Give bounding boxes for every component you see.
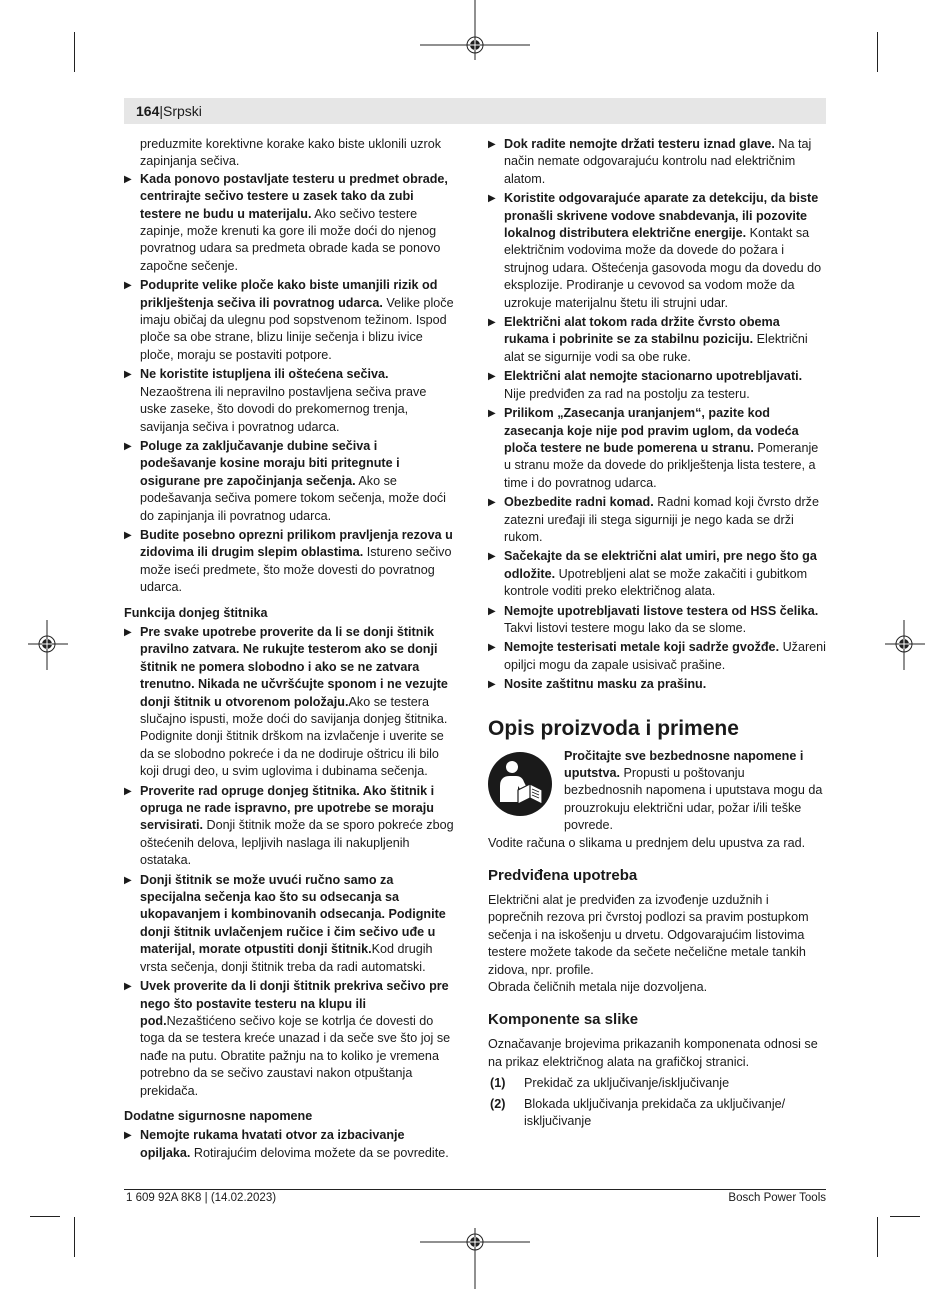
safety-item-text: Nije predviđen za rad na postolju za testeru. <box>504 386 750 401</box>
read-manual-block <box>488 748 826 835</box>
triangle-bullet-icon: ▶ <box>124 173 132 185</box>
safety-item <box>124 438 454 525</box>
guard-item-text: Donji štitnik može da se sporo pokreće zbog oštećenih delova, lepljivih naslaga ili nakupljenih ostataka. <box>140 818 454 868</box>
subheading-guard: Funkcija donjeg štitnika <box>124 605 268 620</box>
safety-item-bold: Električni alat tokom rada držite čvrsto obema rukama i pobrinite se za stabilnu poziciju. <box>504 315 780 347</box>
intended-use-heading: Predviđena upotreba <box>488 867 638 885</box>
triangle-bullet-icon: ▶ <box>124 785 132 797</box>
triangle-bullet-icon: ▶ <box>488 371 496 383</box>
footer-brand: Bosch Power Tools <box>728 1192 826 1204</box>
safety-item-bold: Koristite odgovarajuće aparate za detekciju, da biste pronašli skrivene vodove snabdevanja, ili pozovite lokalnog distributera električne energije. <box>504 191 819 241</box>
header-bar <box>124 98 826 124</box>
safety-item-text: Velike ploče imaju običaj da ulegnu pod sopstvenom težinom. Ispod ploče sa obe strane, blizu linije sečenja i blizu ivice ploče, moraju se postaviti potpore. <box>140 295 454 362</box>
safety-item-bold: Nemojte upotrebljavati listove testera od HSS čelika. <box>504 603 819 618</box>
safety-item <box>124 171 454 275</box>
guard-item-bold: Donji štitnik se može uvući ručno samo za specijalna sečenja kao što su odsecanja sa ukopavanjem i kombinovanih odsecanja. Podignite donji štitnik uvlačenjem ručice i čim sečivo uđe u materijal, morate otpustiti donji štitnik. <box>140 872 446 957</box>
safety-item <box>124 527 454 597</box>
registration-mark-icon <box>420 1228 530 1289</box>
safety-item <box>488 676 826 693</box>
components-heading: Komponente sa slike <box>488 1011 639 1029</box>
triangle-bullet-icon: ▶ <box>124 626 132 638</box>
components-list <box>488 1075 826 1130</box>
safety-item-text: Užareni opiljci mogu da zapale usisivač prašine. <box>504 640 826 672</box>
footer-doc-code: 1 609 92A 8K8 | (14.02.2023) <box>126 1192 277 1204</box>
guard-item-bold: Pre svake upotrebe proverite da li se donji štitnik pravilno zatvara. Ne rukujte testerom ako se donji štitnik ne pomera slobodno i ako se ne zatvara trenutno. Nikada ne učvršćujte sponom i ne vezujte donji štitnik u otvorenom položaju. <box>140 624 448 709</box>
guard-item <box>124 624 454 781</box>
component-label: Prekidač za uključivanje/isključivanje <box>524 1076 730 1091</box>
triangle-bullet-icon: ▶ <box>124 440 132 452</box>
crop-mark <box>74 32 75 72</box>
registration-mark-icon <box>420 0 530 60</box>
triangle-bullet-icon: ▶ <box>488 139 496 150</box>
triangle-bullet-icon: ▶ <box>488 497 496 509</box>
triangle-bullet-icon: ▶ <box>124 280 132 292</box>
safety-item-text: Ako sečivo testere zapinje, može krenuti ka gore ili može doći do njenog povratnog udara sa predmeta obrade kada se ponovo započne sečenje. <box>140 206 441 273</box>
safety-item <box>488 190 826 312</box>
triangle-bullet-icon: ▶ <box>488 679 496 691</box>
safety-item-text: Ako se podešavanja sečiva pomere tokom sečenja, može doći do zapinjanja ili povratnog udarca. <box>140 473 446 523</box>
safety-item <box>124 277 454 364</box>
safety-item-bold: Dok radite nemojte držati testeru iznad glave. <box>504 137 775 151</box>
page-number: 164 <box>136 103 160 119</box>
safety-item <box>488 368 826 403</box>
safety-item-bold: Ne koristite istupljena ili oštećena sečiva. <box>140 367 389 382</box>
safety-item <box>488 494 826 546</box>
safety-item-text: Električni alat se sigurnije vodi sa obe ruke. <box>504 332 808 364</box>
triangle-bullet-icon: ▶ <box>488 605 496 617</box>
safety-item-bold: Prilikom „Zasecanja uranjanjem“, pazite kod zasecanja koje nije pod pravim uglom, da vodeća ploča testere ne bude pomerena u stranu. <box>504 406 799 455</box>
component-number: (1) <box>490 1076 506 1091</box>
safety-item-text: Kontakt sa električnim vodovima može da dovede do požara i strujnog udara. Oštećenja gasovoda mogu da dovedu do eksplozije. Prodiranje u cevovod sa vodom može da uzrokuje materijalnu štetu ili strujni udar. <box>504 226 822 310</box>
guard-item-bold: Uvek proverite da li donji štitnik prekriva sečivo pre nego što postavite testeru na klupu ili pod. <box>140 979 449 1028</box>
crop-mark <box>30 1216 60 1217</box>
crop-mark <box>890 1216 920 1217</box>
guard-item-bold: Proverite rad opruge donjeg štitnika. Ako štitnik i opruga ne rade ispravno, pre upotrebe se moraju servisirati. <box>140 783 435 833</box>
safety-item-text: Radni komad koji čvrsto drže zatezni uređaji ili stega sigurniji je nego kada se drži rukom. <box>504 495 819 544</box>
additional-item-bold: Nemojte rukama hvatati otvor za izbacivanje opiljaka. <box>140 1128 405 1160</box>
safety-item-bold: Poluge za zaključavanje dubine sečiva i podešavanje kosine moraju biti pritegnute i osigurane pre započinjanja sečenja. <box>140 438 400 488</box>
guard-item-text: Nezaštićeno sečivo koje se kotrlja će dovesti do toga da se testera kreće unazad i da seče sve što joj se nađe na putu. Obratite pažnju na to koliko je vremena potrebno da se sečivo zaustavi nakon otpuštanja prekidača. <box>140 1013 451 1098</box>
subheading-additional: Dodatne sigurnosne napomene <box>124 1108 313 1123</box>
safety-item <box>124 366 454 436</box>
triangle-bullet-icon: ▶ <box>124 874 132 886</box>
safety-item-bold: Nemojte testerisati metale koji sadrže gvožđe. <box>504 640 780 655</box>
safety-item-bold: Budite posebno oprezni prilikom pravljenja rezova u zidovima ili drugim slepim oblastima. <box>140 527 453 560</box>
triangle-bullet-icon: ▶ <box>124 1130 132 1142</box>
triangle-bullet-icon: ▶ <box>124 369 132 381</box>
footer-divider <box>124 1189 826 1190</box>
safety-item-bold: Nosite zaštitnu masku za prašinu. <box>504 677 707 692</box>
read-manual-icon <box>488 752 552 816</box>
safety-item-bold: Poduprite velike ploče kako biste umanjili rizik od priklještenja sečiva ili povratnog udarca. <box>140 278 438 310</box>
triangle-bullet-icon: ▶ <box>488 408 496 420</box>
header-language: Srpski <box>163 103 202 119</box>
triangle-bullet-icon: ▶ <box>488 317 496 329</box>
safety-item-bold: Kada ponovo postavljate testeru u predmet obrade, centrirajte sečivo testere u zasek tako da zubi testere ne budu u materijalu. <box>140 171 448 221</box>
safety-item <box>488 136 826 188</box>
list-item <box>488 1096 826 1131</box>
intended-use-text: Električni alat je predviđen za izvođenje uzdužnih i poprečnih rezova pri čvrstoj podlozi sa pravim postupkom sečenja i na iskošenju u drvetu. Odgovarajućim listovima testere možete takode da sečete nečelične metale tankih zidova, npr. profile. <box>488 893 809 977</box>
right-column <box>488 136 826 1134</box>
safety-item <box>488 405 826 492</box>
guard-item <box>124 978 454 1100</box>
crop-mark <box>74 1217 75 1257</box>
list-item <box>488 1075 826 1092</box>
safety-item <box>488 639 826 674</box>
read-manual-plain: Propusti u poštovanju bezbednosnih napomena i uputstava mogu da prouzrokuju električni udar, požar i/ili teške povrede. <box>564 766 823 833</box>
left-column <box>124 136 454 1164</box>
safety-item-text: Pomeranje u stranu može da dovede do priklještenja lista testere, a time i do povratnog udarca. <box>504 440 819 490</box>
components-text: Označavanje brojevima prikazanih komponenata odnosi se na prikaz električnog alata na grafičkoj stranici. <box>488 1037 818 1069</box>
page-header <box>136 103 202 119</box>
safety-item-text: Nezaoštrena ili nepravilno postavljena sečiva prave uske zaseke, što dovodi do prekomernog trenja, savijanja sečiva i povratnog udarca. <box>140 384 427 434</box>
safety-item <box>488 603 826 638</box>
images-note: Vodite računa o slikama u prednjem delu upustva za rad. <box>488 835 806 850</box>
additional-item-text: Rotirajućim delovima možete da se povredite. <box>190 1145 449 1160</box>
component-label: Blokada uključivanja prekidača za uključivanje/ isključivanje <box>524 1096 786 1129</box>
safety-item <box>488 548 826 600</box>
guard-item-text: Kod drugih vrsta sečenja, donji štitnik treba da radi automatski. <box>140 942 433 974</box>
safety-item-bold: Obezbedite radni komad. <box>504 495 654 510</box>
triangle-bullet-icon: ▶ <box>488 551 496 563</box>
triangle-bullet-icon: ▶ <box>124 981 132 993</box>
crop-mark <box>877 1217 878 1257</box>
safety-item-bold: Sačekajte da se električni alat umiri, pre nego što ga odložite. <box>504 549 817 581</box>
additional-item <box>124 1127 454 1162</box>
safety-item <box>488 314 826 366</box>
section-title: Opis proizvoda i primene <box>488 716 739 740</box>
triangle-bullet-icon: ▶ <box>488 642 496 654</box>
registration-mark-icon <box>885 620 925 670</box>
intended-use-note: Obrada čeličnih metala nije dozvoljena. <box>488 980 708 995</box>
guard-item <box>124 872 454 976</box>
safety-item-text: Takvi listovi testere mogu lako da se slome. <box>504 620 747 635</box>
read-manual-bold: Pročitajte sve bezbednosne napomene i uputstva. <box>564 748 804 780</box>
safety-item-bold: Električni alat nemojte stacionarno upotrebljavati. <box>504 369 803 384</box>
triangle-bullet-icon: ▶ <box>488 193 496 205</box>
safety-item-text: Istureno sečivo može iseći predmete, što može dovesti do povratnog udarca. <box>140 545 452 595</box>
safety-item-text: Upotrebljeni alat se može zakačiti i gubitkom kontrole voditi preko električnog alata. <box>504 566 808 599</box>
header-separator: | <box>159 103 163 119</box>
guard-item <box>124 783 454 870</box>
triangle-bullet-icon: ▶ <box>124 529 132 541</box>
registration-mark-icon <box>28 620 68 670</box>
crop-mark <box>877 32 878 72</box>
intro-continuation: preduzmite korektivne korake kako biste uklonili uzrok zapinjanja sečiva. <box>140 137 441 169</box>
safety-item-text: Na taj način nemate odgovarajuću kontrolu nad električnim alatom. <box>504 137 812 186</box>
guard-item-text: Ako se testera slučajno ispusti, može doći do savijanja donjeg štitnika. Podignite donji štitnik drškom na izvlačenje i uverite se da se slobodno pokreće i da ne dodiruje oštricu ili bilo koji drugi deo, u svim uglovima i dubinama sečenja. <box>140 694 448 779</box>
component-number: (2) <box>490 1096 506 1111</box>
